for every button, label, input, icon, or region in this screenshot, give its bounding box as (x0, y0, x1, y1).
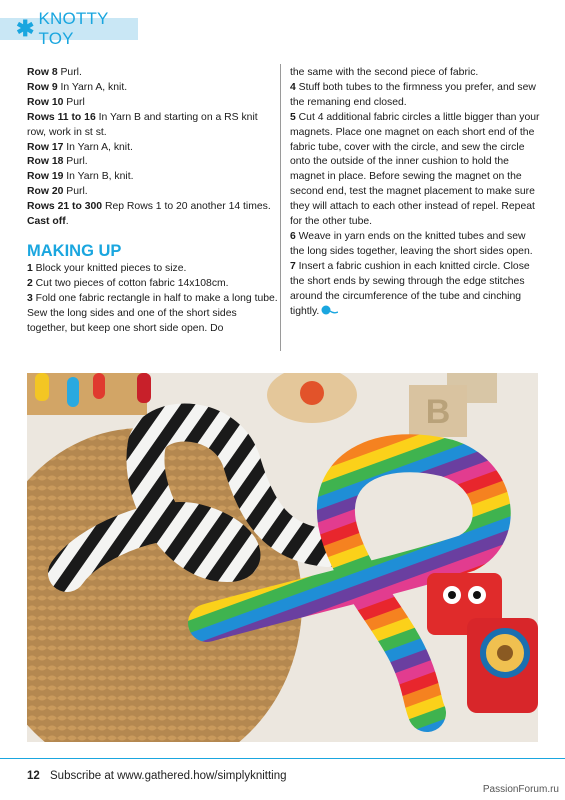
row-label: Row 9 (27, 81, 58, 93)
making-up-steps-continued (290, 81, 542, 320)
pattern-rows (27, 66, 279, 230)
row-label: Row 8 (27, 67, 58, 78)
making-up-step (290, 81, 542, 111)
step-number: 2 (27, 277, 33, 289)
left-column (27, 66, 279, 337)
pattern-row (27, 96, 279, 111)
right-column (290, 66, 542, 319)
peg-blue (67, 377, 79, 407)
page-number: 12 (27, 770, 40, 782)
making-up-step (27, 262, 279, 277)
peg-red (93, 373, 105, 399)
block-letter: B (425, 393, 451, 431)
row-label: Row 10 (27, 96, 64, 108)
step-text: Block your knitted pieces to size. (32, 262, 187, 274)
row-instruction: Purl. (63, 186, 88, 198)
row-label: Cast off (27, 216, 66, 228)
step-text: Cut 4 additional fabric circles a little bigger than your magnets. Place one magnet on each short end of the fabric tube, cover with the circle, and sew the circle onto the outside of the inner cushion to hold the magnet in place. Before sewing the magnet on the second end, test the magnet placement to make sure they will attach to each other instead of repel. Repeat for the other tube. (290, 111, 540, 228)
row-label: Row 20 (27, 186, 64, 198)
peg-yellow (35, 373, 49, 401)
pattern-row (27, 170, 279, 185)
photo-illustration (27, 373, 538, 742)
footer-rule (0, 758, 565, 759)
row-instruction: Rep Rows 1 to 20 another 14 times. (102, 201, 271, 213)
section-name: KNOTTY TOY (38, 9, 109, 48)
row-instruction: In Yarn A, knit. (57, 81, 128, 93)
step-text: Insert a fabric cushion in each knitted circle. Close the short ends by sewing through the edge stitches around the circumference of the tube and cinching tightly. (290, 260, 530, 317)
subscribe-link[interactable]: Subscribe at www.gathered.how/simplyknitting (50, 770, 287, 782)
pattern-row (27, 215, 279, 230)
row-label: Rows 11 to 16 (27, 111, 96, 123)
step-number: 3 (27, 292, 33, 304)
pattern-row (27, 66, 279, 81)
step-text: Fold one fabric rectangle in half to make a long tube. Sew the long sides and one of the short sides together, but keep one short side open. Do (27, 292, 278, 334)
making-up-step (27, 277, 279, 292)
pattern-row (27, 200, 279, 215)
row-label: Row 18 (27, 156, 64, 168)
row-instruction: In Yarn A, knit. (63, 141, 133, 153)
row-label: Rows 21 to 300 (27, 201, 103, 213)
making-up-heading: MAKING UP (27, 241, 122, 260)
yarn-ball-icon (321, 305, 338, 315)
row-instruction: Purl (63, 96, 85, 108)
pattern-row (27, 81, 279, 96)
row-instruction: In Yarn B, knit. (63, 171, 134, 183)
peg-dark-red (137, 373, 151, 403)
step-text: Weave in yarn ends on the knitted tubes and sew the long sides together, leaving the short sides open. (290, 230, 533, 257)
row-label: Row 17 (27, 141, 64, 153)
step-text: Cut two pieces of cotton fabric 14x108cm. (32, 277, 229, 289)
column-divider (280, 64, 281, 351)
making-up-step (290, 260, 542, 320)
pattern-row (27, 111, 279, 141)
shape-circle (300, 381, 324, 405)
step-text: Stuff both tubes to the firmness you prefer, and sew the remaning end closed. (290, 81, 536, 108)
step-number: 7 (290, 260, 296, 272)
row-instruction: . (65, 216, 69, 228)
step-number: 6 (290, 230, 296, 242)
step-number: 4 (290, 81, 296, 93)
watermark: PassionForum.ru (482, 784, 559, 795)
step-number: 1 (27, 262, 33, 274)
pattern-row (27, 141, 279, 156)
row-instruction: Purl. (63, 156, 88, 168)
making-up-step (27, 292, 279, 337)
knitted-toys-photo (27, 373, 538, 742)
pattern-row (27, 185, 279, 200)
row-instruction: Purl. (57, 67, 82, 78)
page-footer (0, 758, 565, 800)
making-up-steps (27, 262, 279, 337)
pattern-row (27, 155, 279, 170)
section-header-tab (0, 9, 138, 48)
step-continuation: the same with the second piece of fabric. (290, 67, 479, 78)
asterisk-icon: ✱ (16, 16, 35, 41)
making-up-step (290, 111, 542, 230)
step-number: 5 (290, 111, 296, 123)
row-label: Row 19 (27, 171, 64, 183)
making-up-step (290, 230, 542, 260)
row-instruction: In Yarn B and starting on a RS knit row, work in st st. (27, 111, 258, 138)
